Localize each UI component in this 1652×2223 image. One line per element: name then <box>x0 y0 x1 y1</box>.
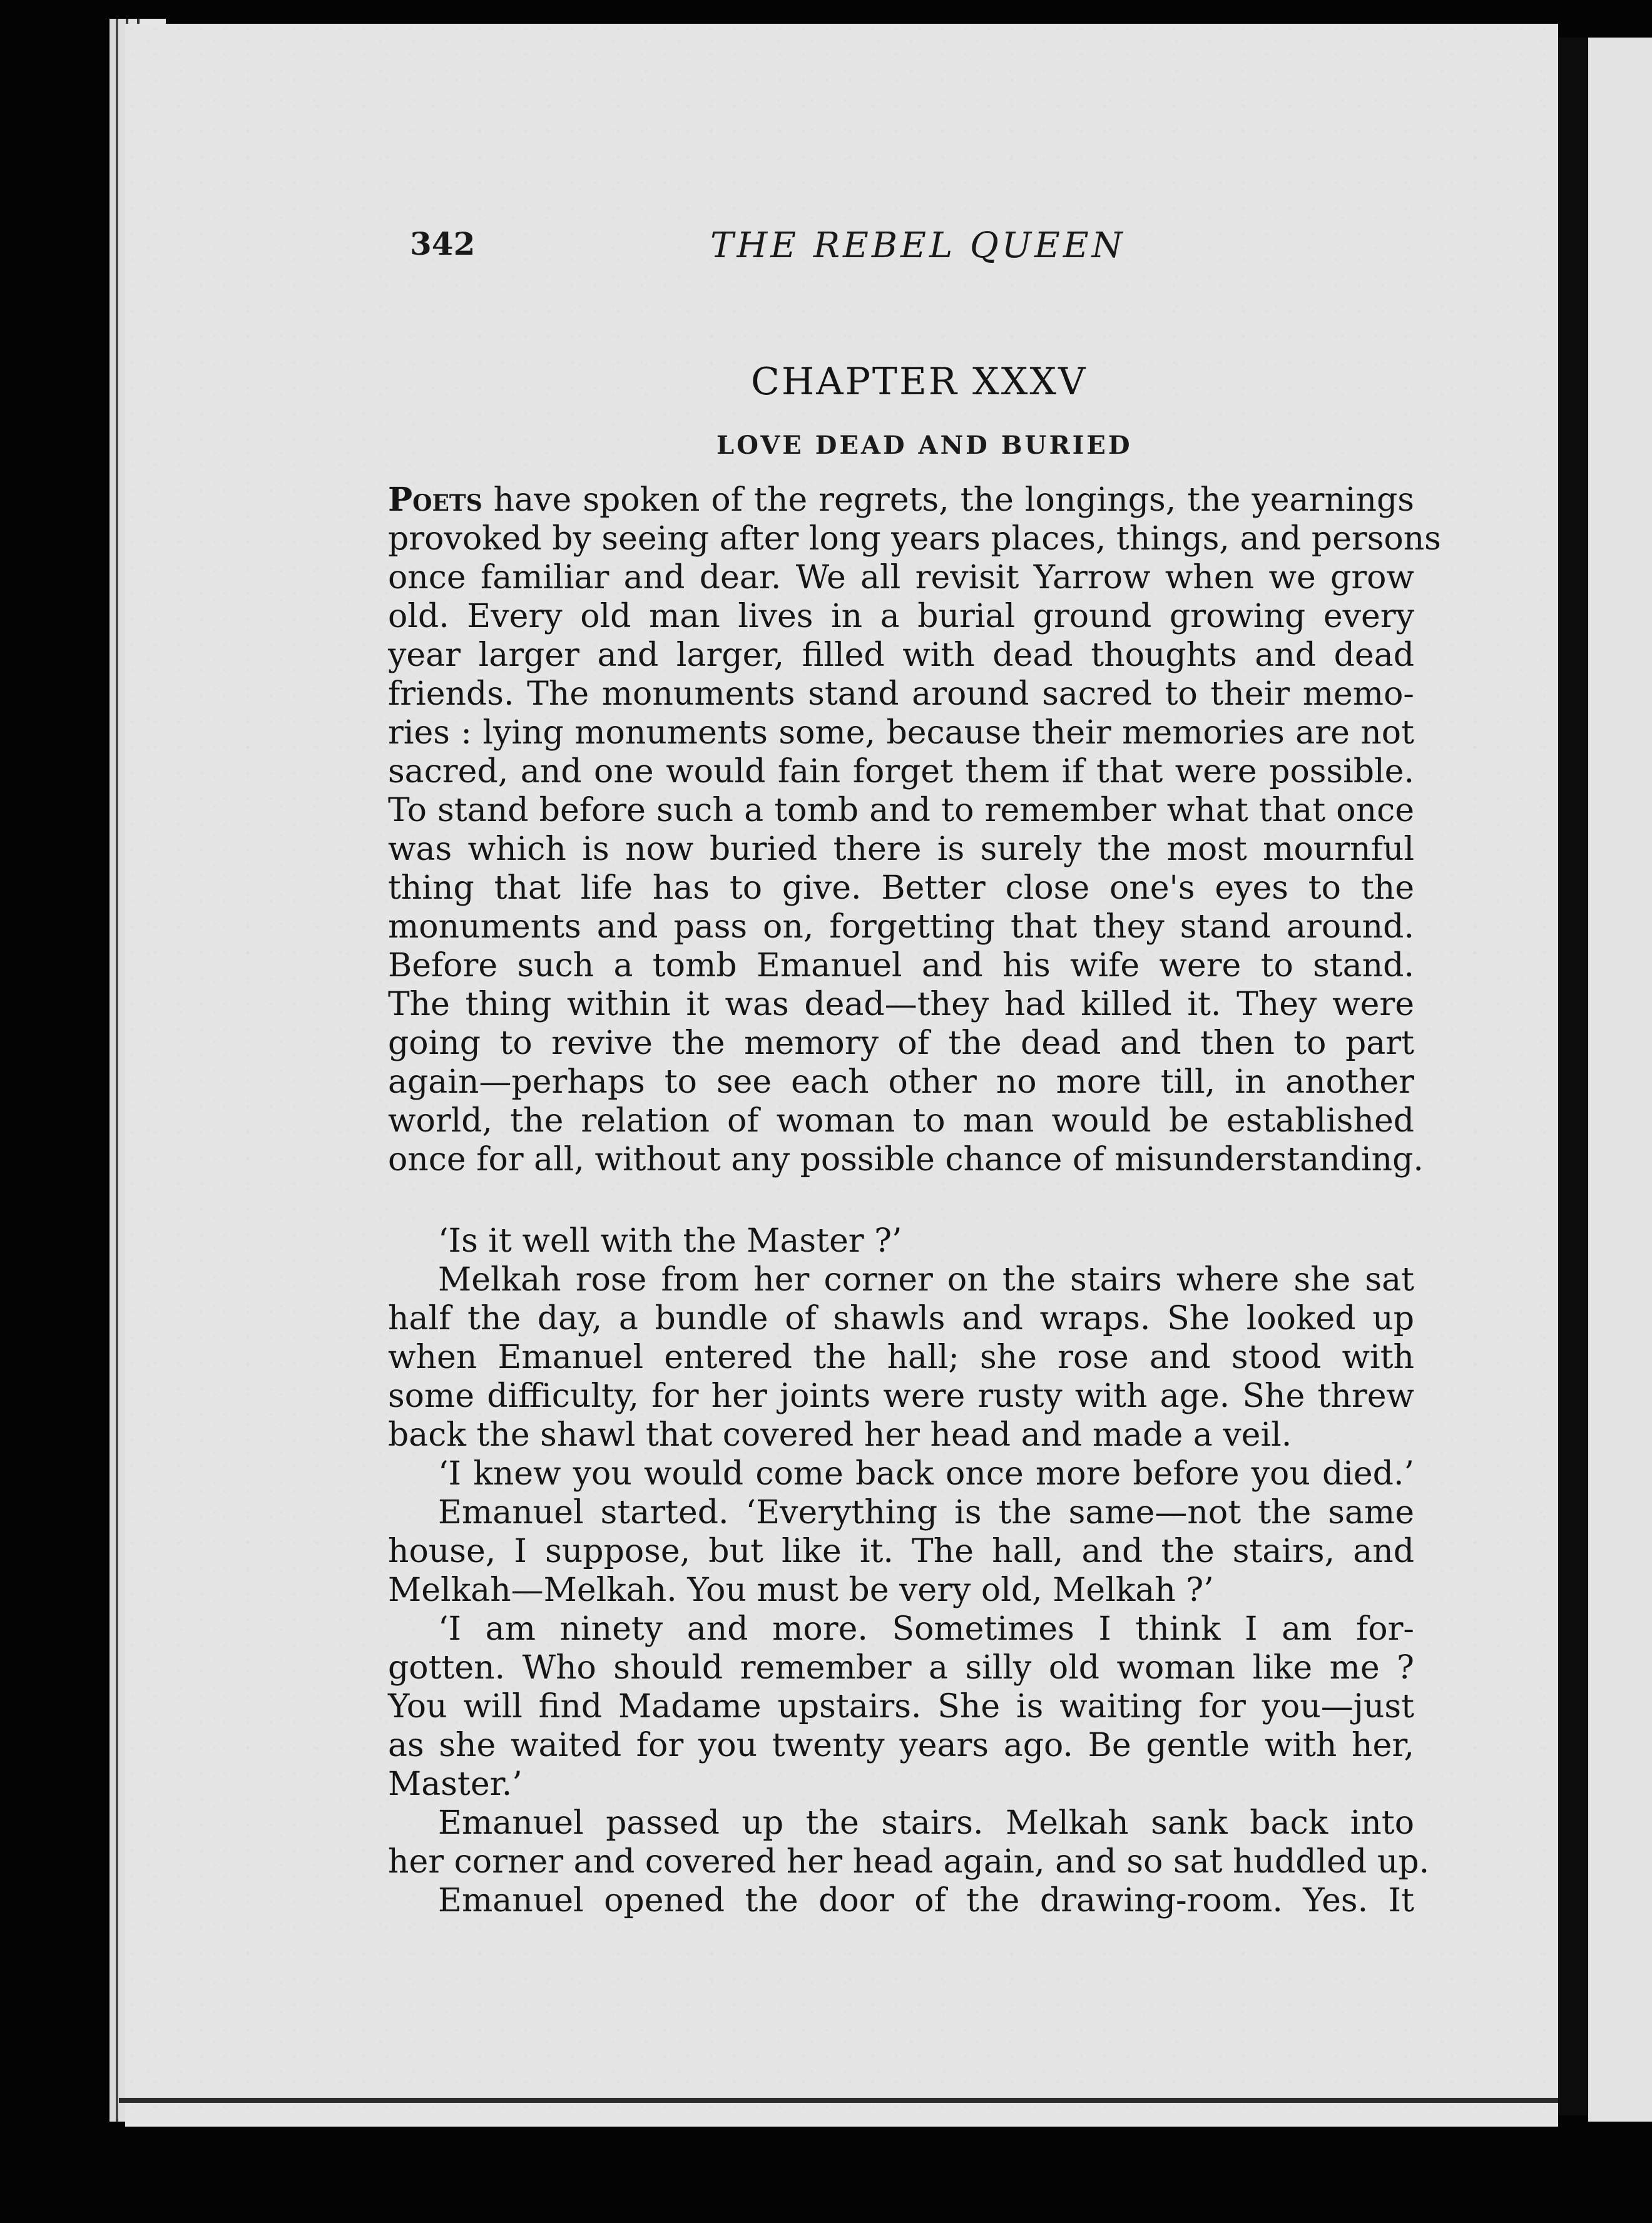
paragraph-line: To stand before such a tomb and to remember what that once <box>388 792 1414 829</box>
line-text: have spoken of the regrets, the longings, the yearnings <box>482 481 1414 519</box>
paragraph-line: year larger and larger, filled with dead thoughts and dead <box>388 636 1414 674</box>
page-bottom-edge <box>119 2098 1558 2103</box>
dialogue-line: house, I suppose, but like it. The hall, and the stairs, and <box>388 1533 1414 1570</box>
paragraph-line: ries : lying monuments some, because their memories are not <box>388 714 1414 752</box>
dialogue-line: back the shawl that covered her head and made a veil. <box>388 1416 1292 1454</box>
paragraph-line: world, the relation of woman to man would be established <box>388 1102 1414 1140</box>
drop-word: Poets <box>388 481 482 519</box>
paragraph-line: going to revive the memory of the dead and then to part <box>388 1025 1414 1062</box>
dialogue-line: Master.’ <box>388 1766 523 1803</box>
page-number: 342 <box>410 225 476 262</box>
dialogue-line: ‘Is it well with the Master ?’ <box>438 1222 902 1260</box>
dialogue-line: Emanuel opened the door of the drawing-room. Yes. It <box>438 1882 1414 1919</box>
chapter-subtitle: LOVE DEAD AND BURIED <box>716 431 1133 460</box>
paragraph-line: was which is now buried there is surely the most mournful <box>388 830 1414 868</box>
paragraph-line: provoked by seeing after long years places, things, and persons <box>388 520 1441 558</box>
dialogue-line: when Emanuel entered the hall; she rose and stood with <box>388 1339 1414 1376</box>
dialogue-line: ‘I am ninety and more. Sometimes I think I am for- <box>438 1610 1414 1648</box>
paragraph-line: friends. The monuments stand around sacred to their memo- <box>388 675 1414 713</box>
paragraph-line: thing that life has to give. Better close one's eyes to the <box>388 869 1414 907</box>
paragraph-line: old. Every old man lives in a burial ground growing every <box>388 598 1414 635</box>
paragraph-line: again—perhaps to see each other no more till, in another <box>388 1063 1414 1101</box>
dialogue-line: You will find Madame upstairs. She is waiting for you—just <box>388 1688 1414 1725</box>
facing-page-edge <box>1588 38 1652 2122</box>
dialogue-line: gotten. Who should remember a silly old woman like me ? <box>388 1649 1414 1687</box>
dialogue-line: her corner and covered her head again, and so sat huddled up. <box>388 1843 1430 1881</box>
paragraph-line: sacred, and one would fain forget them if that were possible. <box>388 753 1414 790</box>
dialogue-line: as she waited for you twenty years ago. Be gentle with her, <box>388 1727 1414 1764</box>
dialogue-line: half the day, a bundle of shawls and wraps. She looked up <box>388 1300 1414 1337</box>
dialogue-line: Melkah—Melkah. You must be very old, Melkah ?’ <box>388 1571 1214 1609</box>
running-header <box>410 225 1436 282</box>
chapter-title: CHAPTER XXXV <box>751 360 1088 404</box>
book-spine <box>1558 38 1588 2115</box>
paragraph-line <box>388 481 1414 519</box>
dialogue-line: Emanuel started. ‘Everything is the same—not the same <box>438 1494 1414 1531</box>
paragraph-line: Before such a tomb Emanuel and his wife were to stand. <box>388 947 1414 984</box>
dialogue-line: Emanuel passed up the stairs. Melkah sank back into <box>438 1804 1414 1842</box>
dialogue-line: some difficulty, for her joints were rusty with age. She threw <box>388 1377 1414 1415</box>
paragraph-line: monuments and pass on, forgetting that they stand around. <box>388 908 1414 946</box>
paragraph-line: once familiar and dear. We all revisit Yarrow when we grow <box>388 559 1414 596</box>
opening-paragraph <box>388 481 1441 1179</box>
paragraph-line: The thing within it was dead—they had killed it. They were <box>388 986 1414 1023</box>
dialogue-line: ‘I knew you would come back once more before you died.’ <box>438 1455 1414 1493</box>
running-title: THE REBEL QUEEN <box>710 225 1126 266</box>
dialogue-line: Melkah rose from her corner on the stairs where she sat <box>438 1261 1414 1299</box>
paragraph-line: once for all, without any possible chance of misunderstanding. <box>388 1141 1424 1178</box>
dialogue-section <box>388 1222 1430 1920</box>
